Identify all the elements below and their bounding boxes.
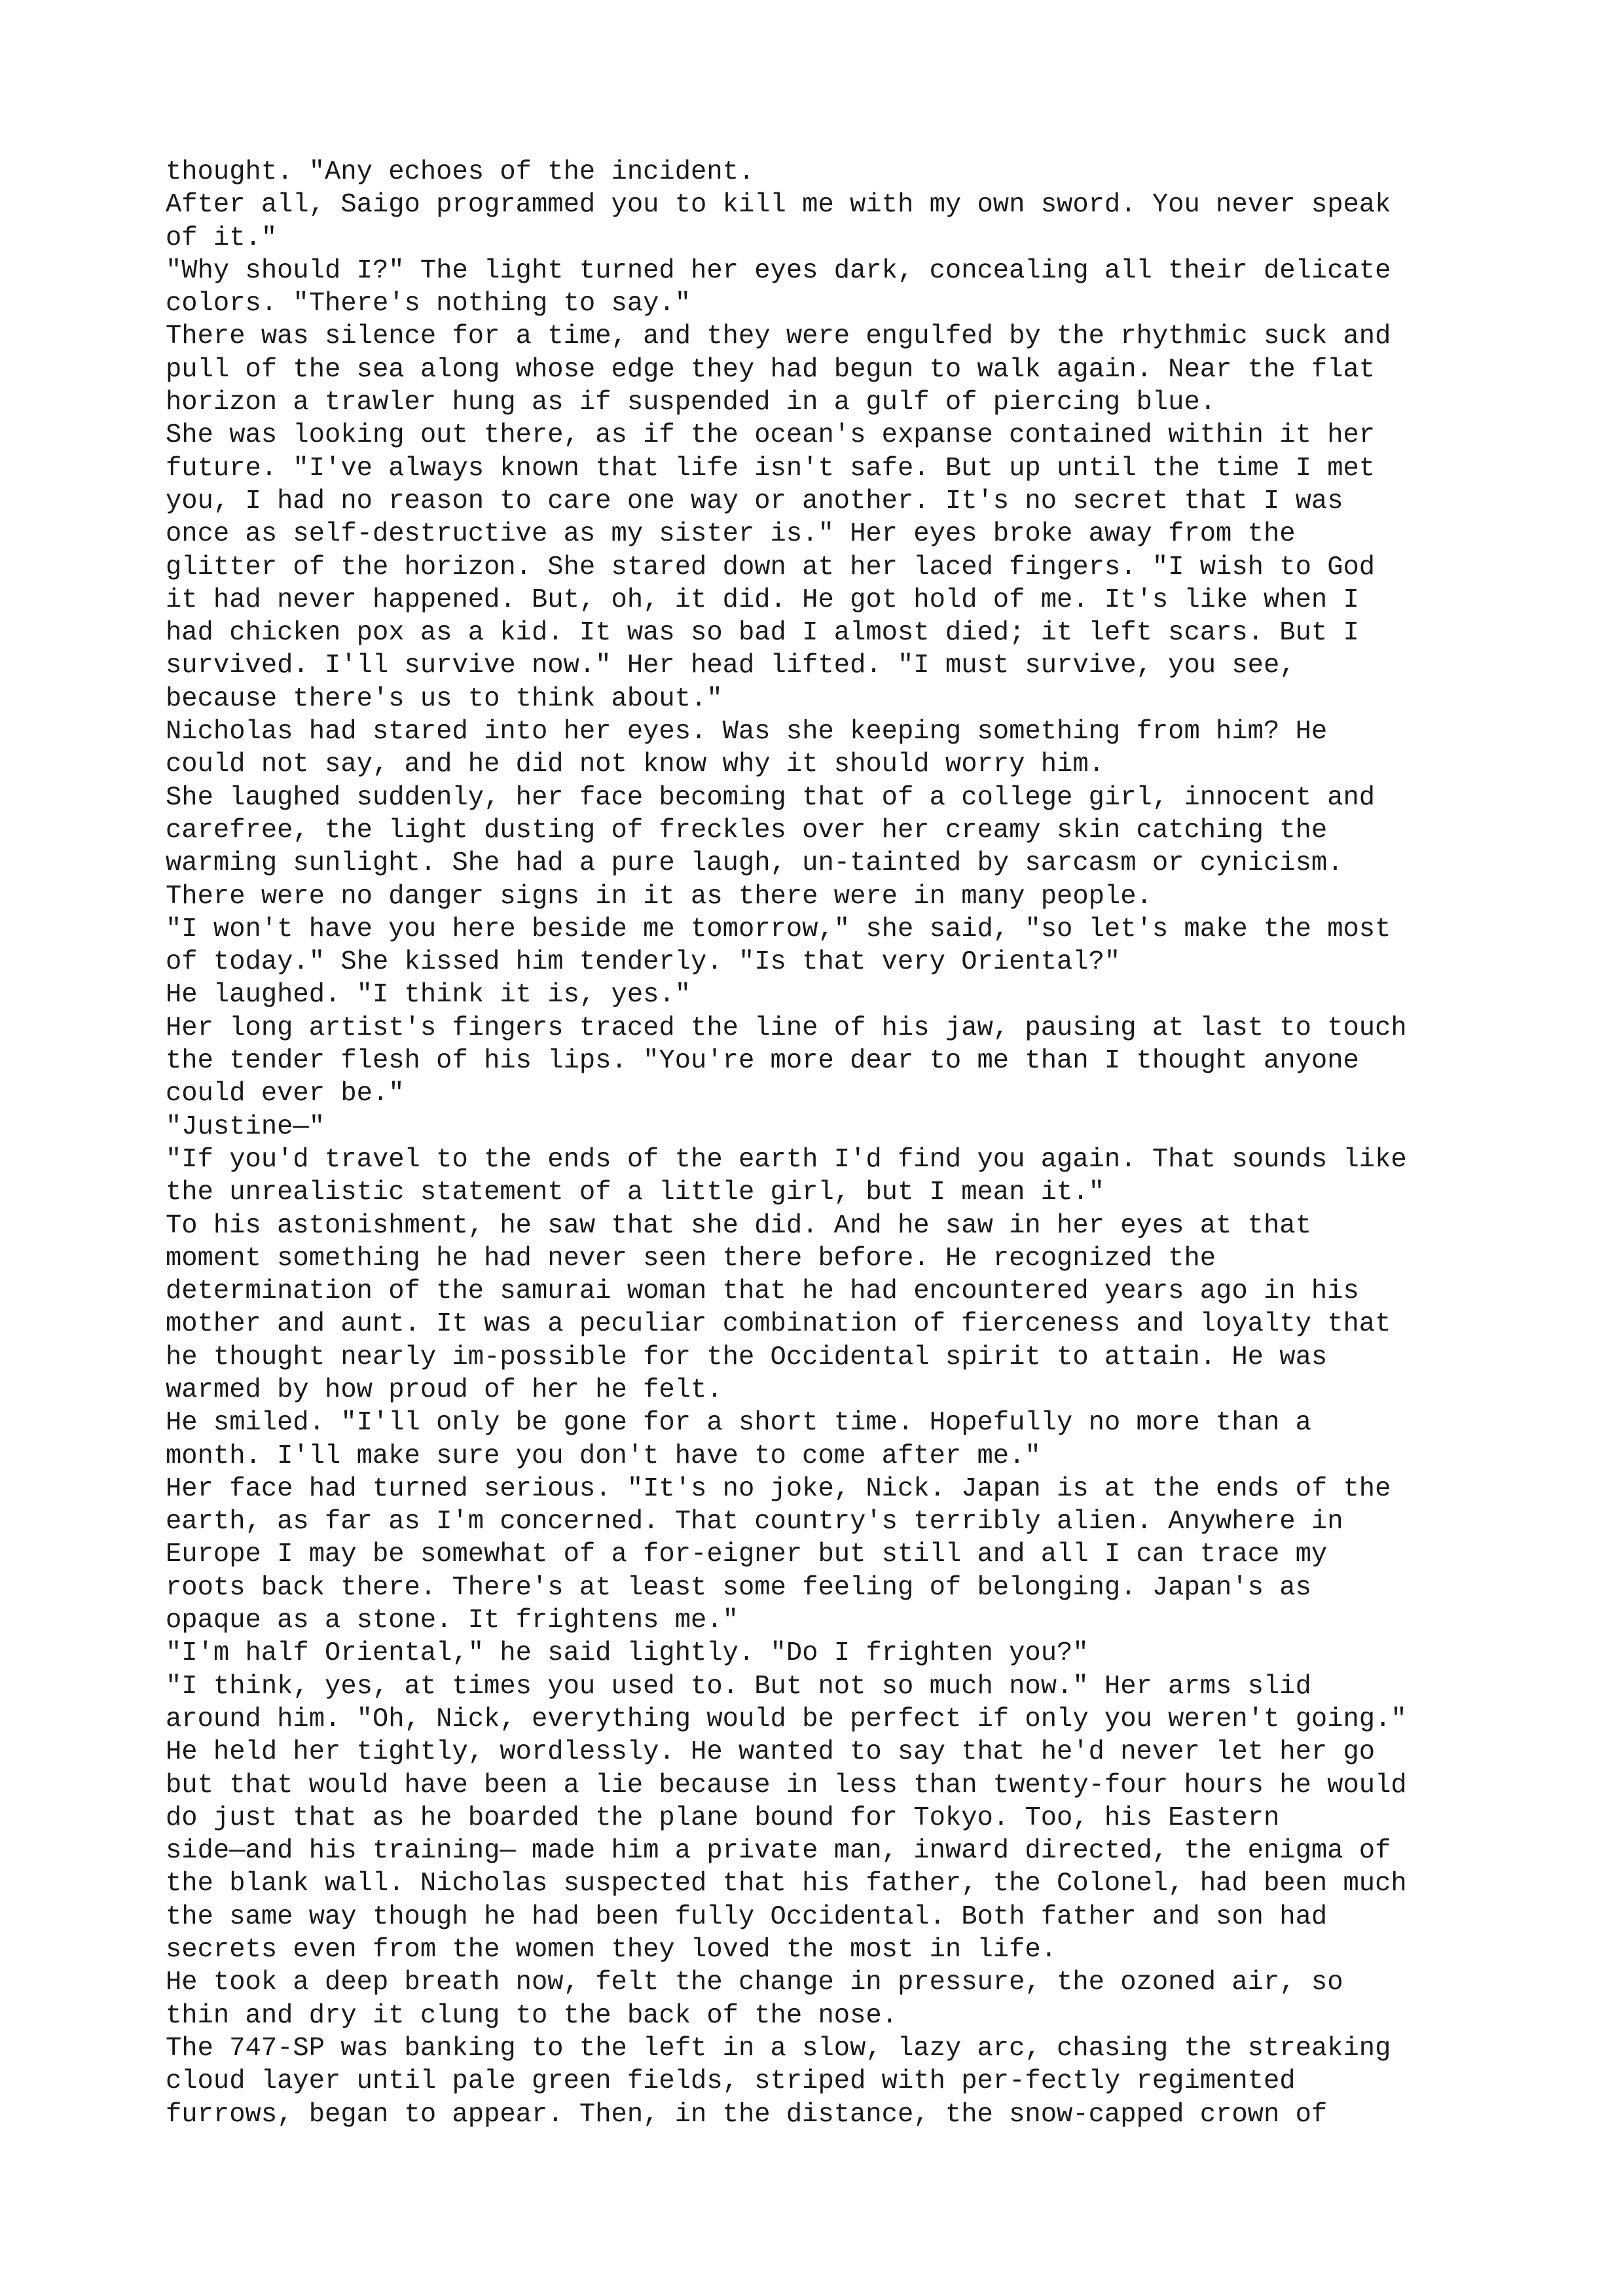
text-line: She laughed suddenly, her face becoming that of a college girl, innocent and [166,782,1376,813]
text-line: it had never happened. But, oh, it did. He got hold of me. It's like when I [166,584,1359,615]
text-line: There were no danger signs in it as there were in many people. [166,881,1152,912]
text-line: the blank wall. Nicholas suspected that his father, the Colonel, had been much [166,1869,1407,1899]
text-line: the tender flesh of his lips. "You're more dear to me than I thought anyone [166,1046,1359,1077]
text-line: pull of the sea along whose edge they had begun to walk again. Near the flat [166,354,1376,385]
text-line: He laughed. "I think it is, yes." [166,980,691,1011]
text-line: furrows, began to appear. Then, in the distance, the snow-capped crown of [166,2099,1328,2130]
text-line: side—and his training— made him a private man, inward directed, the enigma of [166,1836,1391,1867]
text-line: could ever be." [166,1079,405,1109]
text-line: Her long artist's fingers traced the line of his jaw, pausing at last to touch [166,1013,1407,1043]
text-line: "I'm half Oriental," he said lightly. "Do I frighten you?" [166,1638,1089,1669]
text-line: cloud layer until pale green fields, striped with per-fectly regimented [166,2066,1296,2097]
text-line: mother and aunt. It was a peculiar combination of fierceness and loyalty that [166,1309,1391,1340]
text-line: had chicken pox as a kid. It was so bad I almost died; it left scars. But I [166,618,1359,649]
text-line: once as self-destructive as my sister is." Her eyes broke away from the [166,519,1296,550]
document-page [166,156,1475,2131]
text-line: earth, as far as I'm concerned. That country's terribly alien. Anywhere in [166,1507,1343,1537]
text-line: you, I had no reason to care one way or another. It's no secret that I was [166,486,1343,516]
text-line: Europe I may be somewhat of a for-eigner but still and all I can trace my [166,1539,1328,1570]
text-line: carefree, the light dusting of freckles over her creamy skin catching the [166,815,1328,846]
text-line: month. I'll make sure you don't have to come after me." [166,1441,1041,1471]
text-line: survived. I'll survive now." Her head lifted. "I must survive, you see, [166,651,1296,681]
text-line: "Why should I?" The light turned her eyes dark, concealing all their delicate [166,255,1391,286]
text-line: There was silence for a time, and they were engulfed by the rhythmic suck and [166,321,1391,352]
text-line: the unrealistic statement of a little girl, but I mean it." [166,1177,1104,1208]
text-line: warmed by how proud of her he felt. [166,1374,723,1405]
text-line: horizon a trawler hung as if suspended in a gulf of piercing blue. [166,387,1216,418]
text-line: colors. "There's nothing to say." [166,289,691,319]
text-line: he thought nearly im-possible for the Occidental spirit to attain. He was [166,1342,1328,1372]
text-line: Her face had turned serious. "It's no joke, Nick. Japan is at the ends of the [166,1473,1391,1504]
text-line: After all, Saigo programmed you to kill me with my own sword. You never speak [166,190,1391,221]
text-line: opaque as a stone. It frightens me." [166,1605,739,1636]
text-line: but that would have been a lie because in less than twenty-four hours he would [166,1770,1407,1801]
text-line: thin and dry it clung to the back of the nose. [166,2000,898,2031]
text-line: determination of the samurai woman that he had encountered years ago in his [166,1276,1359,1307]
text-line: glitter of the horizon. She stared down at her laced fingers. "I wish to God [166,552,1376,583]
text-line: "I won't have you here beside me tomorrow," she said, "so let's make the most [166,914,1391,944]
text-line: do just that as he boarded the plane bound for Tokyo. Too, his Eastern [166,1803,1280,1833]
text-line: "If you'd travel to the ends of the earth I'd find you again. That sounds like [166,1144,1407,1175]
text-line: "I think, yes, at times you used to. But not so much now." Her arms slid [166,1671,1311,1702]
text-line: around him. "Oh, Nick, everything would be perfect if only you weren't going." [166,1704,1407,1734]
text-line: moment something he had never seen there before. He recognized the [166,1243,1216,1274]
text-line: She was looking out there, as if the ocean's expanse contained within it her [166,420,1376,451]
text-line: Nicholas had stared into her eyes. Was she keeping something from him? He [166,717,1328,747]
text-line: He took a deep breath now, felt the change in pressure, the ozoned air, so [166,1967,1343,1998]
text-line: the same way though he had been fully Occidental. Both father and son had [166,1901,1328,1932]
text-line: The 747-SP was banking to the left in a slow, lazy arc, chasing the streaking [166,2033,1391,2064]
text-line: "Justine—" [166,1111,325,1142]
text-line: He smiled. "I'll only be gone for a short time. Hopefully no more than a [166,1408,1311,1439]
text-line: because there's us to think about." [166,683,723,714]
text-line: secrets even from the women they loved the most in life. [166,1935,1057,1965]
text-line: of it." [166,223,278,253]
text-line: He held her tightly, wordlessly. He wanted to say that he'd never let her go [166,1737,1376,1768]
text-line: could not say, and he did not know why it should worry him. [166,749,1104,780]
text-line: future. "I've always known that life isn't safe. But up until the time I met [166,453,1376,484]
text-line: of today." She kissed him tenderly. "Is that very Oriental?" [166,947,1121,978]
text-line: roots back there. There's at least some feeling of belonging. Japan's as [166,1572,1311,1603]
text-line: warming sunlight. She had a pure laugh, un-tainted by sarcasm or cynicism. [166,848,1343,879]
text-line: To his astonishment, he saw that she did. And he saw in her eyes at that [166,1210,1311,1241]
text-line: thought. "Any echoes of the incident. [166,157,755,187]
